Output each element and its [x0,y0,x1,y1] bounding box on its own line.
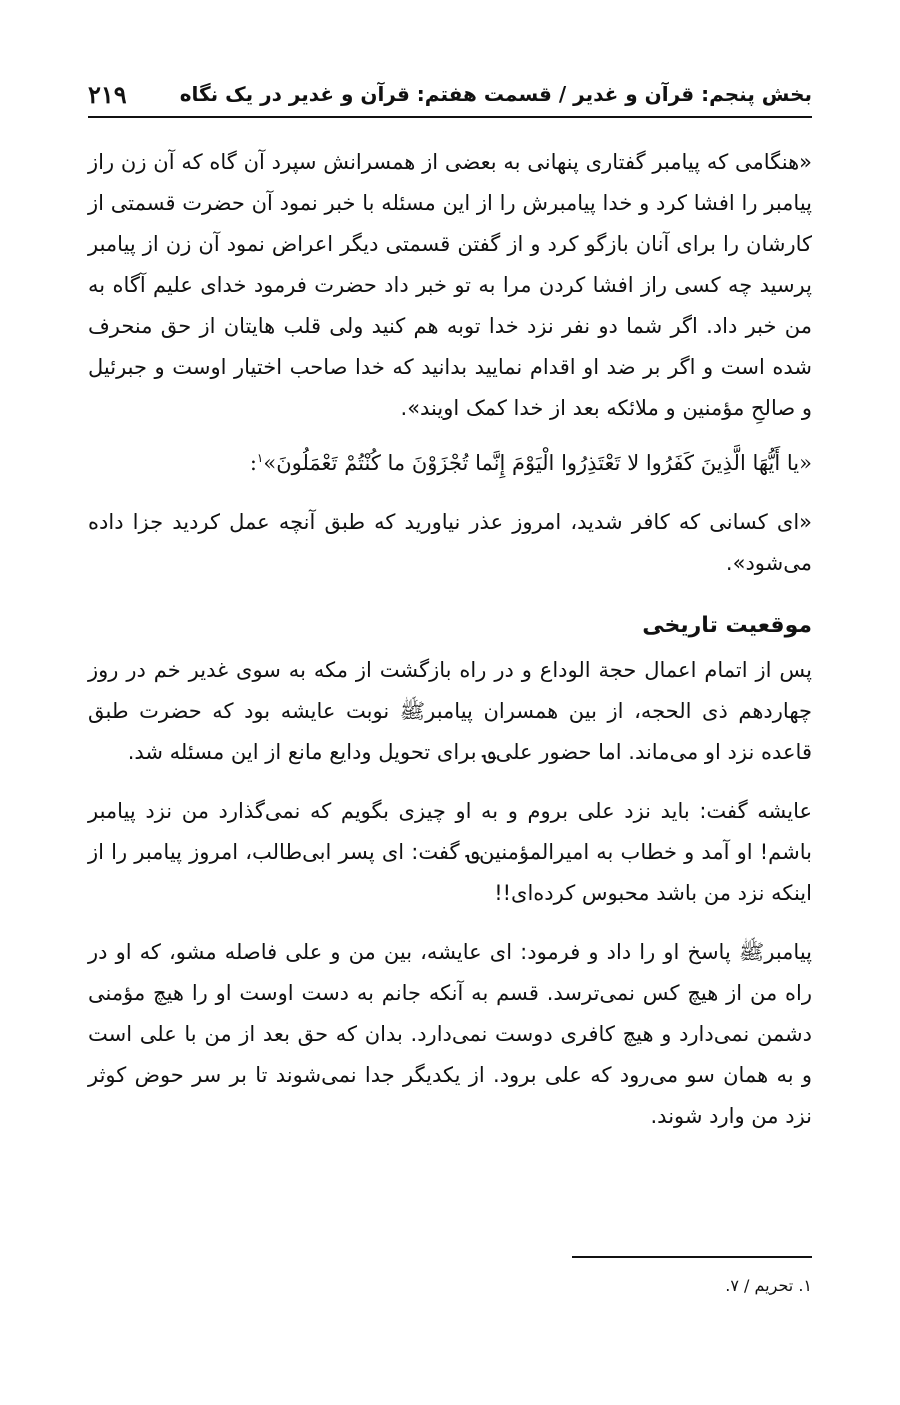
paragraph-translation-1: «هنگامی که پیامبر گفتاری پنهانی به بعضی از همسرانش سپرد آن گاه که آن زن راز پیامبر را افشا کرد و خدا پیامبرش را از این مسئله با خبر نمود آن حضرت قسمتی از کارشان را برای آنان بازگو کرد و از گفتن قسمتی دیگر اعراض نمود آن زن از پیامبر پرسید چه کسی راز افشا کردن مرا به تو خبر داد حضرت فرمود خدای علیم آگاه به من خبر داد. اگر شما دو نفر نزد خدا توبه هم کنید ولی قلب هایتان از حق منحرف شده است و اگر بر ضد او اقدام نمایید بدانید که خدا صاحب اختیار اوست و جبرئیل و صالحِ مؤمنین و ملائکه بعد از خدا کمک اویند». [88,150,812,420]
paragraph-history-2: عایشه گفت: باید نزد علی بروم و به او چیزی بگویم که نمی‌گذارد من نزد پیامبر باشم! او آمد و خطاب به امیرالمؤمنین؈ گفت: ای پسر ابی‌طالب، امروز پیامبر را از اینکه نزد من باشد محبوس کرده‌ای!! [88,799,812,905]
quran-verse [88,443,812,484]
footnote-divider [572,1256,812,1258]
paragraph-history-1: پس از اتمام اعمال حجة الوداع و در راه بازگشت از مکه به سوی غدیر خم در روز چهاردهم ذی الحجه، از بین همسران پیامبرﷺ نوبت عایشه بود که حضرت طبق قاعده نزد او می‌ماند. اما حضور علی؈ برای تحویل ودایع مانع از این مسئله شد. [88,658,812,764]
paragraph-translation-2: «ای کسانی که کافر شدید، امروز عذر نیاورید که طبق آنچه عمل کردید جزا داده می‌شود». [88,510,812,575]
paragraph-history-3: پیامبرﷺ پاسخ او را داد و فرمود: ای عایشه، بین من و علی فاصله مشو، که او در راه من از هیچ کس نمی‌ترسد. قسم به آنکه جانم به دست اوست او را هیچ مؤمنی دشمن نمی‌دارد و هیچ کافری دوست نمی‌دارد. بدان که حق بعد از من با علی است و به همان سو می‌رود که علی برود. از یکدیگر جدا نمی‌شوند تا بر سر حوض کوثر نزد من وارد شوند. [88,940,812,1128]
quran-verse-text: «يا أَيُّهَا الَّذِينَ كَفَرُوا لا تَعْتَذِرُوا الْيَوْمَ إِنَّما تُجْزَوْنَ ما كُنْتُمْ تَعْمَلُونَ» [263,451,812,475]
section-heading: موقعیت تاریخی [642,613,812,638]
verse-colon: : [249,451,257,475]
page-body [88,142,812,1137]
footnote-ref: ۱ [256,451,264,465]
footnote: ۱. تحریم / ۷. [725,1276,812,1295]
running-title: بخش پنجم: قرآن و غدیر / قسمت هفتم: قرآن و غدیر در یک نگاه [179,82,812,106]
page-number: ۲۱۹ [88,79,127,109]
page-header [88,72,812,118]
book-page [88,0,812,1405]
